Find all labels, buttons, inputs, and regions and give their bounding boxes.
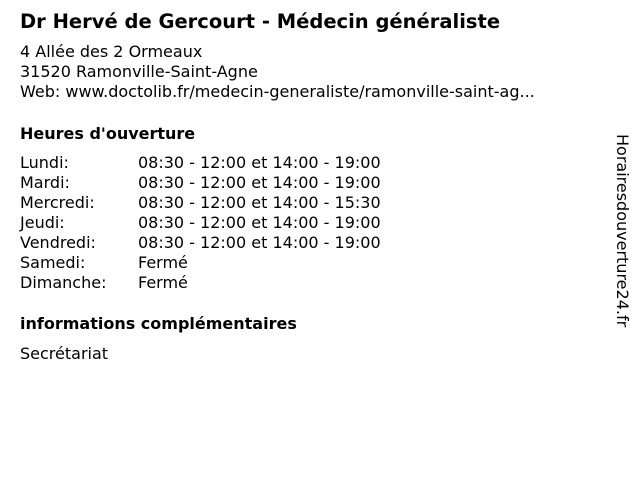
day-hours: Fermé xyxy=(138,273,188,292)
website-link[interactable]: Web: www.doctolib.fr/medecin-generaliste/ramonville-saint-ag... xyxy=(20,82,535,101)
day-hours: 08:30 - 12:00 et 14:00 - 19:00 xyxy=(138,233,381,252)
day-hours: 08:30 - 12:00 et 14:00 - 19:00 xyxy=(138,213,381,232)
day-label: Dimanche: xyxy=(20,273,107,292)
address-block xyxy=(20,42,535,102)
day-label: Lundi: xyxy=(20,153,69,172)
day-hours: 08:30 - 12:00 et 14:00 - 19:00 xyxy=(138,173,381,192)
day-hours: 08:30 - 12:00 et 14:00 - 15:30 xyxy=(138,193,381,212)
info-text: Secrétariat xyxy=(20,344,109,363)
day-label: Mercredi: xyxy=(20,193,95,212)
hours-heading: Heures d'ouverture xyxy=(20,124,196,143)
address-city: 31520 Ramonville-Saint-Agne xyxy=(20,62,258,81)
day-label: Mardi: xyxy=(20,173,70,192)
address-street: 4 Allée des 2 Ormeaux xyxy=(20,42,203,61)
day-hours: 08:30 - 12:00 et 14:00 - 19:00 xyxy=(138,153,381,172)
day-label: Jeudi: xyxy=(20,213,65,232)
day-label: Vendredi: xyxy=(20,233,96,252)
day-hours: Fermé xyxy=(138,253,188,272)
day-label: Samedi: xyxy=(20,253,86,272)
brand-watermark: Horairesdouverture24.fr xyxy=(613,134,632,328)
page-title: Dr Hervé de Gercourt - Médecin généraliste xyxy=(20,10,501,33)
info-heading: informations complémentaires xyxy=(20,314,297,333)
